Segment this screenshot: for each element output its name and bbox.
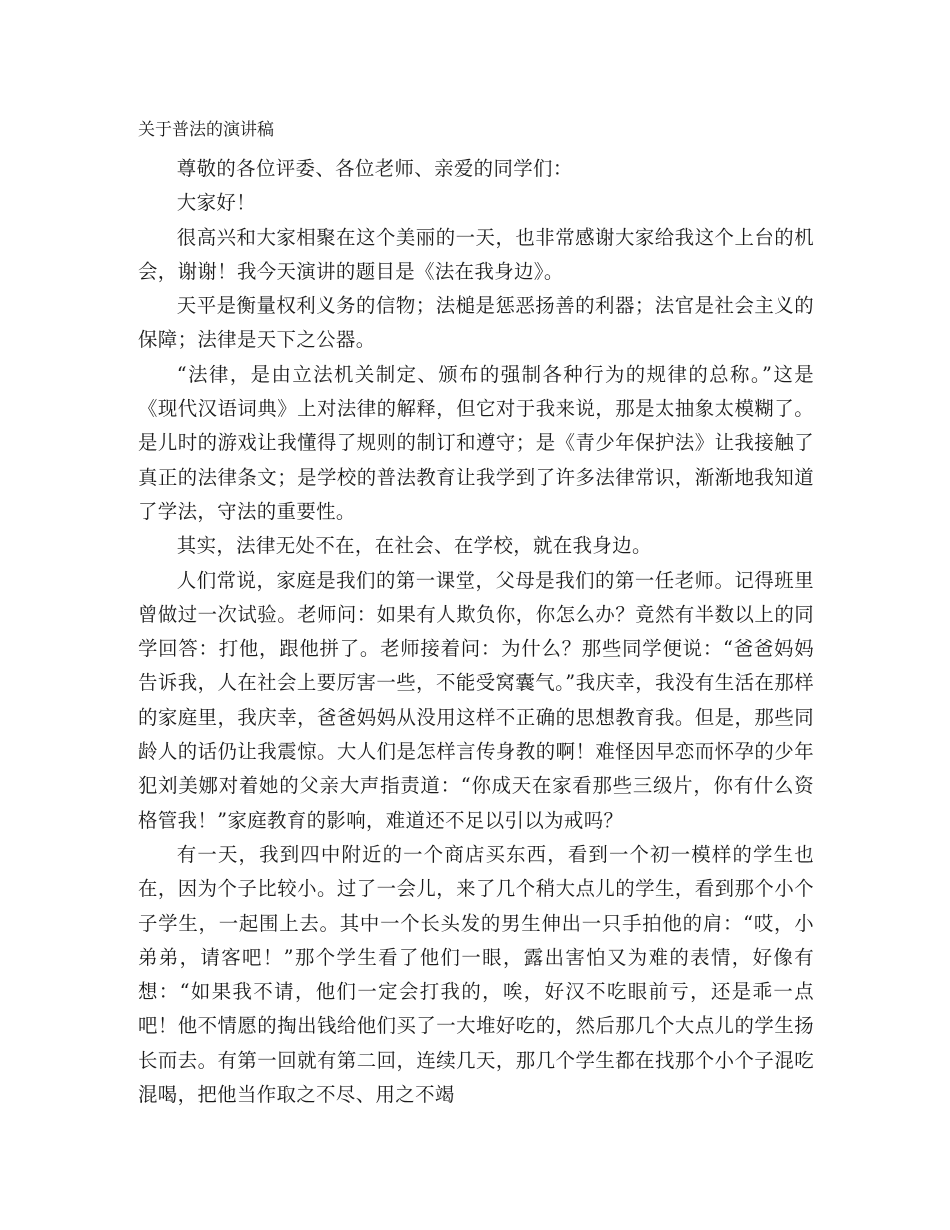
definition-paragraph: “法律，是由立法机关制定、颁布的强制各种行为的规律的总称。”这是《现代汉语词典》上对法律的解释，但它对于我来说，那是太抽象太模糊了。是儿时的游戏让我懂得了规则的制订和遵守；是《青少年保护法》让我接触了真正的法律条文；是学校的普法教育让我学到了许多法律常识，渐渐地我知道了学法，守法的重要性。 [138, 362, 814, 523]
story-paragraph: 有一天，我到四中附近的一个商店买东西，看到一个初一模样的学生也在，因为个子比较小。过了一会儿，来了几个稍大点儿的学生，看到那个小个子学生，一起围上去。其中一个长头发的男生伸出一只手拍他的肩：“哎，小弟弟，请客吧！”那个学生看了他们一眼，露出害怕又为难的表情，好像有想：“如果我不请，他们一定会打我的，唉，好汉不吃眼前亏，还是乖一点吧！他不情愿的掏出钱给他们买了一大堆好吃的，然后那几个大点儿的学生扬长而去。有第一回就有第二回，连续几天，那几个学生都在找那个小个子混吃混喝，把他当作取之不尽、用之不竭 [138, 842, 814, 1107]
document-title: 关于普法的演讲稿 [138, 120, 274, 140]
salutation-paragraph: 尊敬的各位评委、各位老师、亲爱的同学们： [176, 157, 573, 180]
family-education-paragraph: 人们常说，家庭是我们的第一课堂，父母是我们的第一任老师。记得班里曾做过一次试验。老师问：如果有人欺负你，你怎么办？竟然有半数以上的同学回答：打他，跟他拼了。老师接着问：为什么？那些同学便说：“爸爸妈妈告诉我，人在社会上要厉害一些，不能受窝囊气。”我庆幸，我没有生活在那样的家庭里，我庆幸，爸爸妈妈从没用这样不正确的思想教育我。但是，那些同龄人的话仍让我震惊。大人们是怎样言传身教的啊！难怪因早恋而怀孕的少年犯刘美娜对着她的父亲大声指责道：“你成天在家看那些三级片，你有什么资格管我！”家庭教育的影响，难道还不足以引以为戒吗？ [138, 568, 814, 832]
document-body [138, 118, 814, 1112]
thesis-paragraph: 其实，法律无处不在，在社会、在学校，就在我身边。 [176, 534, 652, 558]
metaphor-paragraph: 天平是衡量权利义务的信物；法槌是惩恶扬善的利器；法官是社会主义的保障；法律是天下之公器。 [138, 294, 814, 352]
greeting-paragraph: 大家好！ [176, 191, 256, 215]
opening-paragraph: 很高兴和大家相聚在这个美丽的一天，也非常感谢大家给我这个上台的机会，谢谢！我今天演讲的题目是《法在我身边》。 [138, 225, 814, 283]
